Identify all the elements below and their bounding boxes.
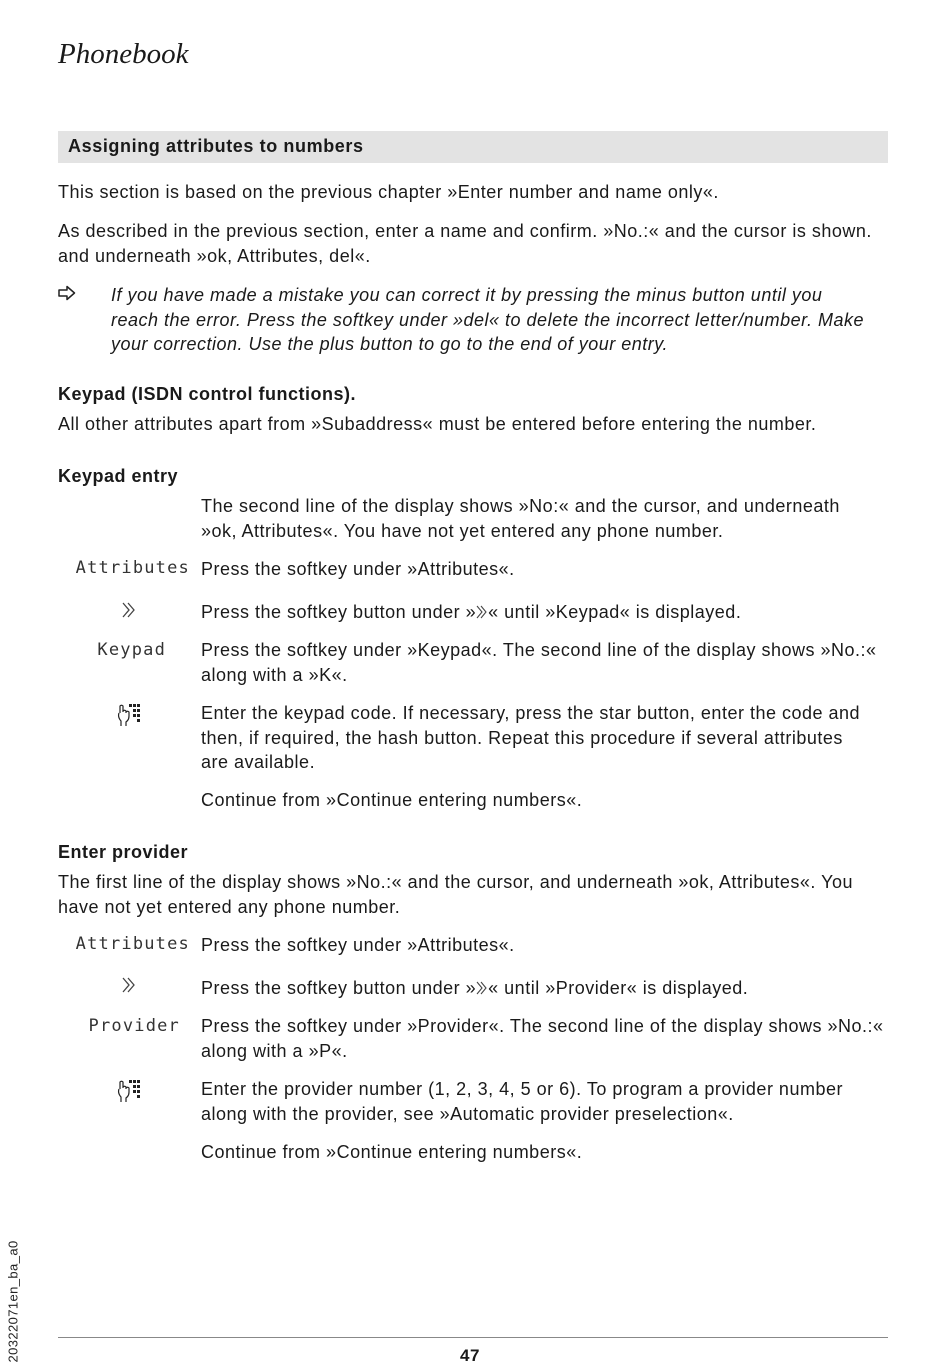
note-line-3: your correction. Use the plus button to go to the end of your entry. xyxy=(111,334,668,354)
page-number: 47 xyxy=(460,1346,480,1365)
keypad-hand-icon xyxy=(116,702,142,728)
provider-continue-text: Continue from »Continue entering numbers«. xyxy=(201,1142,583,1162)
keypad-isdn-heading: Keypad (ISDN control functions). xyxy=(58,384,357,404)
step-press-keypad xyxy=(201,638,901,687)
lcd-provider-softkey: Provider xyxy=(88,1016,180,1036)
document-code: 20322071en_ba_a0 xyxy=(5,1240,21,1363)
step-scroll-keypad-part-1: Press the softkey button under » xyxy=(201,602,477,622)
provider-intro-line-1: The first line of the display shows »No.:« and the cursor, and underneath »ok, Attributes«. You xyxy=(58,872,853,892)
note-line-2: reach the error. Press the softkey under »del« to delete the incorrect letter/number. Make xyxy=(111,309,865,330)
step-press-attributes: Press the softkey under »Attributes«. xyxy=(201,559,515,579)
lcd-attributes-softkey: Attributes xyxy=(75,558,190,578)
note-text xyxy=(111,283,901,357)
keypad-entry-heading: Keypad entry xyxy=(58,466,179,486)
intro-paragraph-2-line-2: and underneath »ok, Attributes, del«. xyxy=(58,245,371,266)
step-enter-keypad-code-line-1: Enter the keypad code. If necessary, press the star button, enter the code and xyxy=(201,703,861,723)
lcd-keypad-softkey: Keypad xyxy=(97,640,166,660)
keypad-entry-intro-line-1: The second line of the display shows »No:« and the cursor, and underneath xyxy=(201,496,840,516)
step-press-attributes-provider: Press the softkey under »Attributes«. xyxy=(201,935,515,955)
step-scroll-provider xyxy=(201,976,901,1001)
provider-heading: Enter provider xyxy=(58,842,189,862)
step-press-keypad-line-2: along with a »K«. xyxy=(201,664,348,685)
inline-double-chevron-icon xyxy=(476,980,488,996)
step-enter-provider-number xyxy=(201,1077,901,1126)
keypad-entry-intro-line-2: »ok, Attributes«. You have not yet entered any phone number. xyxy=(201,520,724,541)
intro-paragraph-2-line-1: As described in the previous section, enter a name and confirm. »No.:« and the cursor is shown. xyxy=(58,221,872,241)
step-press-keypad-line-1: Press the softkey under »Keypad«. The second line of the display shows »No.:« xyxy=(201,640,877,660)
keypad-entry-intro xyxy=(201,494,901,543)
step-enter-keypad-code-line-2: then, if required, the hash button. Repeat this procedure if several attributes xyxy=(201,727,843,748)
double-chevron-icon xyxy=(121,976,137,994)
footer-divider xyxy=(58,1337,888,1338)
step-enter-keypad-code xyxy=(201,701,901,775)
step-scroll-provider-part-2: « until »Provider« is displayed. xyxy=(488,978,749,998)
step-scroll-keypad-part-2: « until »Keypad« is displayed. xyxy=(488,602,742,622)
intro-paragraph-2 xyxy=(58,219,898,268)
double-chevron-icon xyxy=(121,601,137,619)
step-press-provider-line-2: along with a »P«. xyxy=(201,1040,348,1061)
step-press-provider xyxy=(201,1014,901,1063)
step-scroll-provider-part-1: Press the softkey button under » xyxy=(201,978,477,998)
keypad-isdn-text: All other attributes apart from »Subaddress« must be entered before entering the number. xyxy=(58,414,817,434)
step-enter-provider-number-line-1: Enter the provider number (1, 2, 3, 4, 5 or 6). To program a provider number xyxy=(201,1079,843,1099)
lcd-attributes-softkey-provider: Attributes xyxy=(75,934,190,954)
step-enter-provider-number-line-2: along with the provider, see »Automatic provider preselection«. xyxy=(201,1103,734,1124)
provider-intro-line-2: have not yet entered any phone number. xyxy=(58,896,401,917)
step-enter-keypad-code-line-3: are available. xyxy=(201,752,316,772)
arrow-note-icon xyxy=(58,285,76,301)
step-press-provider-line-1: Press the softkey under »Provider«. The second line of the display shows »No.:« xyxy=(201,1016,884,1036)
intro-paragraph-1: This section is based on the previous chapter »Enter number and name only«. xyxy=(58,182,719,202)
section-heading: Assigning attributes to numbers xyxy=(68,136,364,156)
provider-intro xyxy=(58,870,898,919)
keypad-continue-text: Continue from »Continue entering numbers«. xyxy=(201,790,583,810)
step-scroll-keypad xyxy=(201,600,901,625)
note-line-1: If you have made a mistake you can correct it by pressing the minus button until you xyxy=(111,285,823,305)
inline-double-chevron-icon xyxy=(476,604,488,620)
keypad-hand-icon xyxy=(116,1078,142,1104)
section-heading-bar xyxy=(58,131,888,163)
page-title: Phonebook xyxy=(58,38,189,70)
